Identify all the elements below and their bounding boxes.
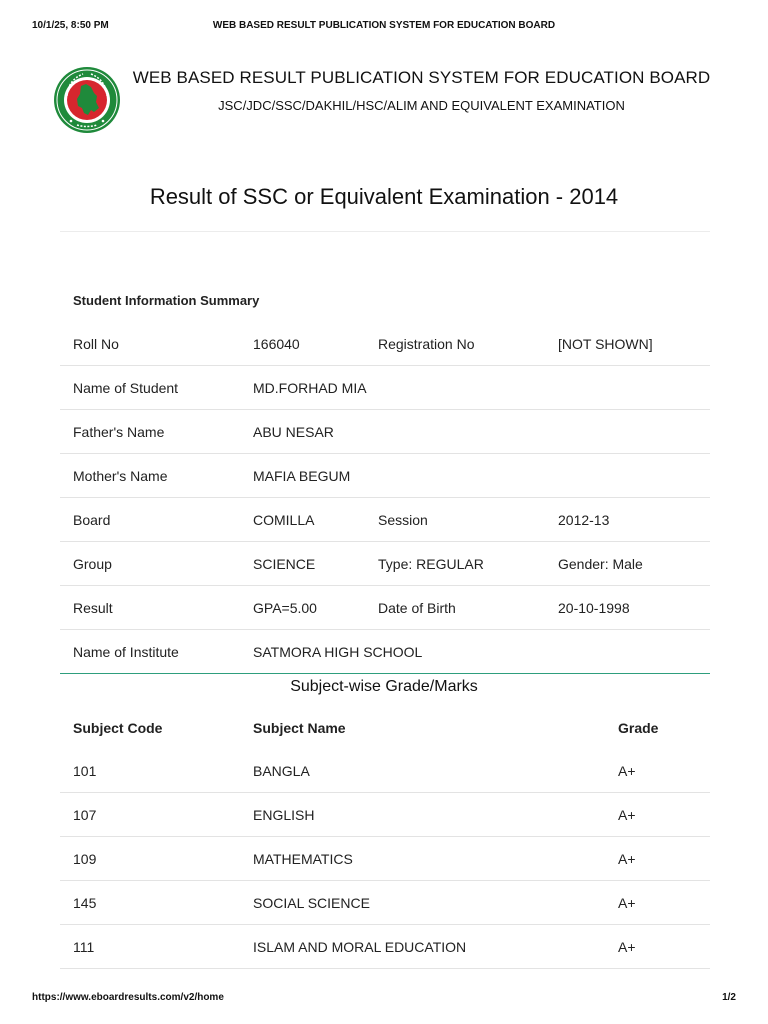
group-label: Group [60,542,240,586]
subject-code: 111 [60,925,240,969]
table-row [60,793,710,837]
government-seal-icon [53,66,121,134]
result-label: Result [60,586,240,630]
column-header-name: Subject Name [253,719,346,736]
subject-name: SOCIAL SCIENCE [240,881,605,925]
subject-name: BANGLA [240,749,605,793]
mother-name-value: MAFIA BEGUM [240,454,710,498]
print-header [32,20,736,34]
page-title: Result of SSC or Equivalent Examination - 2014 [149,184,619,209]
student-name-value: MD.FORHAD MIA [240,366,710,410]
subject-grade: A+ [605,793,710,837]
student-info-table [60,279,710,674]
dob-value: 20-10-1998 [545,586,710,630]
roll-value: 166040 [240,322,365,366]
site-title: WEB BASED RESULT PUBLICATION SYSTEM FOR EDUCATION BOARD [132,68,711,87]
table-row [60,410,710,454]
board-label: Board [60,498,240,542]
subject-grade: A+ [605,749,710,793]
column-header-grade: Grade [618,719,659,736]
table-row [60,881,710,925]
father-name-label: Father's Name [60,410,240,454]
print-datetime: 10/1/25, 8:50 PM [32,20,109,31]
subject-code: 145 [60,881,240,925]
page-number: 1/2 [722,992,736,1003]
subject-code: 109 [60,837,240,881]
grade-header-row [60,706,710,749]
table-row [60,837,710,881]
subject-name: ENGLISH [240,793,605,837]
student-name-label: Name of Student [60,366,240,410]
subject-grade: A+ [605,925,710,969]
subject-grade-heading: Subject-wise Grade/Marks [290,678,478,695]
print-footer [32,992,736,1006]
summary-row [60,279,710,322]
institute-value: SATMORA HIGH SCHOOL [240,630,710,674]
gender-value: Gender: Male [545,542,710,586]
print-page-title: WEB BASED RESULT PUBLICATION SYSTEM FOR EDUCATION BOARD [212,20,556,31]
session-value: 2012-13 [545,498,710,542]
subject-name: ISLAM AND MORAL EDUCATION [240,925,605,969]
table-row [60,542,710,586]
subject-grade-table [60,706,710,969]
table-row [60,749,710,793]
subject-grade: A+ [605,881,710,925]
table-row [60,454,710,498]
roll-label: Roll No [60,322,240,366]
subject-name: MATHEMATICS [240,837,605,881]
mother-name-label: Mother's Name [60,454,240,498]
print-url: https://www.eboardresults.com/v2/home [32,992,224,1003]
title-divider [60,231,710,232]
student-info-heading: Student Information Summary [73,293,260,308]
column-header-code: Subject Code [73,719,163,736]
subject-code: 101 [60,749,240,793]
table-row [60,366,710,410]
session-label: Session [365,498,545,542]
table-row [60,586,710,630]
table-row [60,322,710,366]
father-name-value: ABU NESAR [240,410,710,454]
type-value: Type: REGULAR [365,542,545,586]
registration-label: Registration No [365,322,545,366]
table-row [60,925,710,969]
institute-label: Name of Institute [60,630,240,674]
registration-value: [NOT SHOWN] [545,322,710,366]
board-value: COMILLA [240,498,365,542]
result-value: GPA=5.00 [240,586,365,630]
subject-grade: A+ [605,837,710,881]
subject-code: 107 [60,793,240,837]
table-row [60,498,710,542]
site-subtitle: JSC/JDC/SSC/DAKHIL/HSC/ALIM AND EQUIVALENT EXAMINATION [218,98,625,113]
group-value: SCIENCE [240,542,365,586]
table-row [60,630,710,674]
dob-label: Date of Birth [365,586,545,630]
